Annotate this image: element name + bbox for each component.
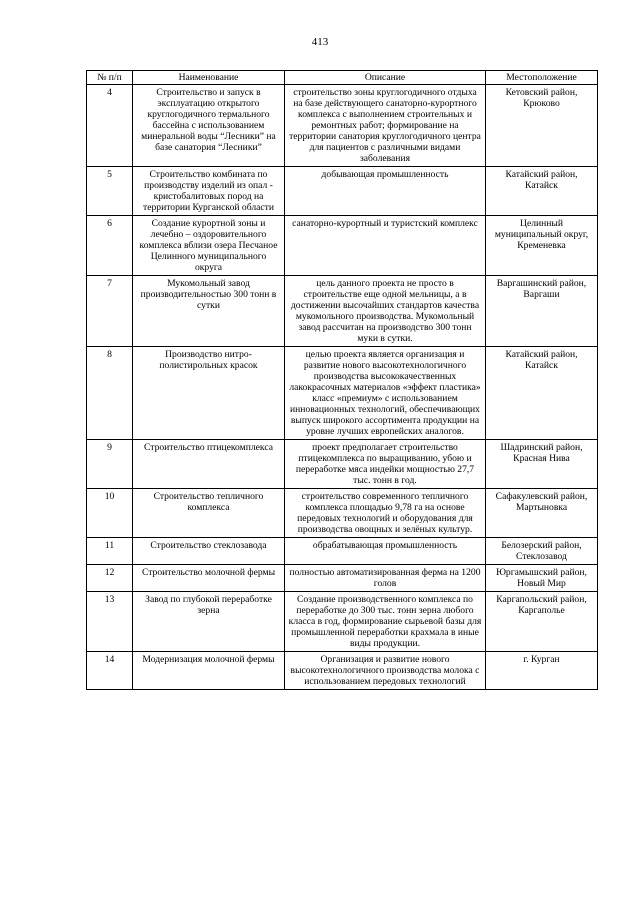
project-name: Строительство и запуск в эксплуатацию открытого круглогодичного термального бассейна с использованием минеральной воды “Лесники” на базе санатория “Лесники” — [133, 85, 285, 167]
row-number: 6 — [87, 216, 133, 276]
project-location: Целинный муниципальный округ, Кременевка — [486, 216, 598, 276]
projects-table — [86, 70, 598, 690]
project-name: Строительство комбината по производству изделий из опал - кристобалитовых пород на территории Курганской области — [133, 167, 285, 216]
row-number: 8 — [87, 347, 133, 440]
project-description: обрабатывающая промышленность — [285, 538, 486, 565]
row-number: 9 — [87, 440, 133, 489]
table-row — [87, 592, 598, 652]
header-location: Местоположение — [486, 71, 598, 85]
project-location: Шадринский район, Красная Нива — [486, 440, 598, 489]
table-row — [87, 216, 598, 276]
project-location: Белозерский район, Стеклозавод — [486, 538, 598, 565]
project-description: строительство современного тепличного комплекса площадью 9,78 га на основе передовых технологий и оборудования для производства овощных и зелёных культур. — [285, 489, 486, 538]
table-row — [87, 565, 598, 592]
row-number: 7 — [87, 276, 133, 347]
project-name: Строительство стеклозавода — [133, 538, 285, 565]
table-row — [87, 347, 598, 440]
project-name: Строительство молочной фермы — [133, 565, 285, 592]
project-description: добывающая промышленность — [285, 167, 486, 216]
page-number: 413 — [311, 36, 329, 48]
project-name: Завод по глубокой переработке зерна — [133, 592, 285, 652]
table-row — [87, 538, 598, 565]
row-number: 5 — [87, 167, 133, 216]
project-location: Юргамышский район, Новый Мир — [486, 565, 598, 592]
project-location: Катайский район, Катайск — [486, 167, 598, 216]
table-row — [87, 489, 598, 538]
project-location: г. Курган — [486, 652, 598, 690]
project-description: проект предполагает строительство птицекомплекса по выращиванию, убою и переработке мяса индейки мощностью 27,7 тыс. тонн в год. — [285, 440, 486, 489]
project-location: Кетовский район, Крюково — [486, 85, 598, 167]
header-description: Описание — [285, 71, 486, 85]
table-row — [87, 85, 598, 167]
table-row — [87, 276, 598, 347]
table-row — [87, 440, 598, 489]
row-number: 13 — [87, 592, 133, 652]
project-name: Строительство птицекомплекса — [133, 440, 285, 489]
project-name: Мукомольный завод производительностью 300 тонн в сутки — [133, 276, 285, 347]
project-location: Варгашинский район, Варгаши — [486, 276, 598, 347]
row-number: 4 — [87, 85, 133, 167]
table-row — [87, 652, 598, 690]
project-description: целью проекта является организация и развитие нового высокотехнологичного производства высококачественных лакокрасочных материалов «эффект пластика» класс «премиум» с использованием инновационных технологий, обеспечивающих выпуск широкого ассортимента продукции на уровне лучших европейских аналогов. — [285, 347, 486, 440]
project-name: Создание курортной зоны и лечебно – оздоровительного комплекса вблизи озера Песчаное Целинного муниципального округа — [133, 216, 285, 276]
project-description: цель данного проекта не просто в строительстве еще одной мельницы, а в достижении высочайших стандартов качества мукомольного производства. Мукомольный завод рассчитан на производство 300 тонн муки в сутки. — [285, 276, 486, 347]
project-name: Модернизация молочной фермы — [133, 652, 285, 690]
row-number: 10 — [87, 489, 133, 538]
project-name: Строительство тепличного комплекса — [133, 489, 285, 538]
row-number: 14 — [87, 652, 133, 690]
project-name: Производство нитро-полистирольных красок — [133, 347, 285, 440]
row-number: 12 — [87, 565, 133, 592]
row-number: 11 — [87, 538, 133, 565]
project-description: строительство зоны круглогодичного отдыха на базе действующего санаторно-курортного комплекса с выполнением строительных и ремонтных работ; формирование на территории санатория круглогодичного центра для пациентов с различными видами заболевания — [285, 85, 486, 167]
project-description: Организация и развитие нового высокотехнологичного производства молока с использованием передовых технологий — [285, 652, 486, 690]
project-location: Каргапольский район, Каргаполье — [486, 592, 598, 652]
project-description: санаторно-курортный и туристский комплекс — [285, 216, 486, 276]
header-name: Наименование — [133, 71, 285, 85]
header-number: № п/п — [87, 71, 133, 85]
project-location: Сафакулевский район, Мартыновка — [486, 489, 598, 538]
project-location: Катайский район, Катайск — [486, 347, 598, 440]
project-description: Создание производственного комплекса по переработке до 300 тыс. тонн зерна любого класса в год, формирование сырьевой базы для промышленной переработки крахмала в иные виды продукции. — [285, 592, 486, 652]
project-description: полностью автоматизированная ферма на 1200 голов — [285, 565, 486, 592]
table-header-row — [87, 71, 598, 85]
table-row — [87, 167, 598, 216]
